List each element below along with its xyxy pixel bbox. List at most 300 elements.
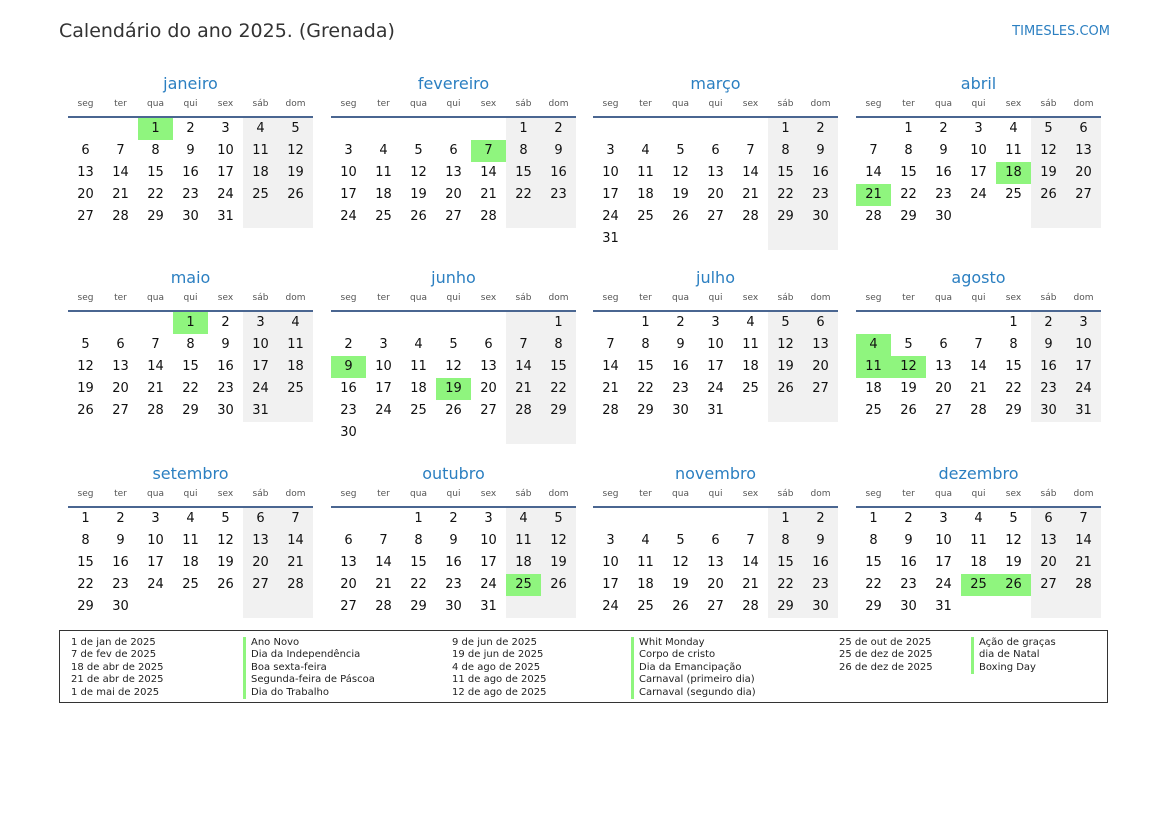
day-cell: 7	[746, 143, 755, 158]
day-cell: 5	[768, 312, 803, 334]
weekday-label: seg	[602, 293, 619, 303]
day-cell: 19	[77, 381, 94, 396]
day-cell: 11	[278, 334, 313, 356]
empty-cell	[366, 422, 401, 444]
empty-cell	[541, 422, 576, 444]
weekday-label: qua	[935, 99, 952, 109]
day-cell: 10	[707, 337, 724, 352]
day-cell: 5	[904, 337, 913, 352]
weekday-label: sáb	[515, 293, 532, 303]
day-cell: 14	[147, 359, 164, 374]
legend-dates	[452, 637, 546, 699]
empty-cell	[733, 118, 768, 140]
weekday-label: qua	[410, 489, 427, 499]
day-cell: 29	[182, 403, 199, 418]
day-cell: 5	[221, 511, 230, 526]
day-cell: 14	[865, 165, 882, 180]
holiday-legend	[59, 630, 1108, 703]
empty-cell	[436, 422, 471, 444]
empty-cell	[1066, 206, 1101, 228]
day-cell: 24	[243, 378, 278, 400]
empty-cell	[698, 508, 733, 530]
day-cell: 25	[243, 184, 278, 206]
weekday-label: qua	[935, 489, 952, 499]
legend-date: 19 de jun de 2025	[452, 649, 544, 661]
day-cell: 19	[436, 378, 471, 400]
day-cell: 20	[935, 381, 952, 396]
weekday-label: sáb	[515, 489, 532, 499]
empty-cell	[593, 312, 628, 334]
empty-cell	[768, 228, 803, 250]
day-cell: 9	[116, 533, 125, 548]
legend-date: 7 de fev de 2025	[71, 649, 157, 661]
weekday-label: qui	[708, 489, 723, 499]
day-cell: 25	[961, 574, 996, 596]
day-cell: 25	[865, 403, 882, 418]
day-cell: 10	[970, 143, 987, 158]
weekday-label: seg	[865, 293, 882, 303]
day-cell: 18	[637, 187, 654, 202]
day-cell: 9	[1031, 334, 1066, 356]
empty-cell	[803, 400, 838, 422]
day-cell: 18	[996, 162, 1031, 184]
day-cell: 17	[243, 356, 278, 378]
day-cell: 1	[414, 511, 423, 526]
day-cell: 6	[116, 337, 125, 352]
weekday-label: sáb	[252, 99, 269, 109]
weekday-label: dom	[810, 293, 831, 303]
day-cell: 24	[147, 577, 164, 592]
day-cell: 24	[602, 599, 619, 614]
day-cell: 12	[445, 359, 462, 374]
legend-holiday-name: Whit Monday	[631, 637, 756, 649]
day-cell: 9	[221, 337, 230, 352]
month-dezembro	[856, 462, 1101, 618]
day-cell: 11	[637, 555, 654, 570]
day-cell: 16	[672, 359, 689, 374]
day-cell: 18	[970, 555, 987, 570]
day-cell: 25	[410, 403, 427, 418]
weekday-label: qua	[147, 293, 164, 303]
empty-cell	[68, 312, 103, 334]
day-cell: 15	[147, 165, 164, 180]
day-cell: 29	[541, 400, 576, 422]
weekday-label: sáb	[777, 99, 794, 109]
day-grid	[856, 312, 1101, 422]
day-cell: 7	[151, 337, 160, 352]
month-name: janeiro	[163, 74, 218, 93]
day-grid	[68, 118, 313, 228]
weekday-label: qui	[183, 489, 198, 499]
empty-cell	[541, 596, 576, 618]
day-cell: 13	[803, 334, 838, 356]
weekday-label: sex	[217, 293, 234, 303]
empty-cell	[961, 312, 996, 334]
empty-cell	[278, 400, 313, 422]
weekday-label: ter	[377, 293, 390, 303]
day-cell: 30	[900, 599, 917, 614]
day-cell: 1	[541, 312, 576, 334]
day-cell: 21	[742, 187, 759, 202]
weekday-label: ter	[639, 99, 652, 109]
day-cell: 23	[182, 187, 199, 202]
day-cell: 6	[803, 312, 838, 334]
empty-cell	[103, 312, 138, 334]
day-cell: 30	[672, 403, 689, 418]
day-cell: 8	[541, 334, 576, 356]
day-cell: 6	[711, 533, 720, 548]
weekday-label: seg	[340, 293, 357, 303]
day-cell: 27	[803, 378, 838, 400]
day-cell: 27	[707, 599, 724, 614]
day-cell: 20	[1066, 162, 1101, 184]
day-cell: 8	[641, 337, 650, 352]
day-cell: 2	[186, 121, 195, 136]
empty-cell	[628, 508, 663, 530]
day-cell: 2	[344, 337, 353, 352]
weekday-label: sex	[217, 489, 234, 499]
legend-date: 25 de out de 2025	[839, 637, 932, 648]
weekday-label: qui	[446, 489, 461, 499]
day-cell: 3	[711, 315, 720, 330]
day-cell: 22	[541, 378, 576, 400]
legend-holiday-name: Dia da Independência	[243, 649, 375, 661]
day-cell: 5	[1009, 511, 1018, 526]
day-cell: 24	[375, 403, 392, 418]
day-cell: 22	[506, 184, 541, 206]
day-cell: 22	[77, 577, 94, 592]
day-cell: 21	[480, 187, 497, 202]
day-cell: 4	[243, 118, 278, 140]
day-cell: 26	[768, 378, 803, 400]
day-cell: 4	[641, 143, 650, 158]
day-cell: 10	[480, 533, 497, 548]
weekday-label: sex	[742, 293, 759, 303]
empty-cell	[471, 422, 506, 444]
day-cell: 4	[974, 511, 983, 526]
weekday-label: dom	[285, 489, 306, 499]
day-cell: 12	[278, 140, 313, 162]
day-cell: 12	[768, 334, 803, 356]
empty-cell	[593, 118, 628, 140]
day-cell: 6	[711, 143, 720, 158]
day-cell: 26	[445, 403, 462, 418]
day-cell: 29	[410, 599, 427, 614]
empty-cell	[663, 118, 698, 140]
day-cell: 4	[278, 312, 313, 334]
legend-holiday-name: Carnaval (segundo dia)	[631, 687, 756, 699]
empty-cell	[926, 312, 961, 334]
weekday-label: sáb	[252, 293, 269, 303]
day-cell: 16	[217, 359, 234, 374]
day-cell: 7	[974, 337, 983, 352]
day-cell: 25	[742, 381, 759, 396]
empty-cell	[541, 206, 576, 228]
empty-cell	[506, 596, 541, 618]
day-cell: 7	[746, 533, 755, 548]
day-cell: 2	[904, 511, 913, 526]
weekday-label: dom	[810, 99, 831, 109]
month-name: setembro	[152, 464, 229, 483]
day-cell: 6	[344, 533, 353, 548]
legend-date: 1 de mai de 2025	[71, 686, 160, 698]
day-cell: 10	[243, 334, 278, 356]
day-cell: 16	[1031, 356, 1066, 378]
day-cell: 28	[742, 209, 759, 224]
day-grid	[68, 312, 313, 422]
empty-cell	[471, 118, 506, 140]
legend-date: 11 de ago de 2025	[452, 674, 547, 686]
day-cell: 7	[506, 334, 541, 356]
month-março	[593, 72, 838, 250]
day-cell: 16	[803, 552, 838, 574]
day-cell: 11	[637, 165, 654, 180]
site-link[interactable]: TIMESLES.COM	[1012, 24, 1110, 39]
weekday-label: qua	[672, 293, 689, 303]
empty-cell	[996, 206, 1031, 228]
month-julho	[593, 266, 838, 422]
day-cell: 13	[340, 555, 357, 570]
weekday-header	[331, 488, 576, 508]
day-cell: 25	[637, 599, 654, 614]
day-cell: 30	[182, 209, 199, 224]
month-fevereiro	[331, 72, 576, 228]
day-cell: 6	[81, 143, 90, 158]
empty-cell	[733, 508, 768, 530]
weekday-label: qui	[183, 293, 198, 303]
day-cell: 18	[182, 555, 199, 570]
day-cell: 25	[375, 209, 392, 224]
weekday-label: dom	[810, 489, 831, 499]
day-cell: 21	[278, 552, 313, 574]
weekday-label: dom	[548, 99, 569, 109]
day-cell: 28	[375, 599, 392, 614]
empty-cell	[663, 508, 698, 530]
day-cell: 12	[891, 356, 926, 378]
day-cell: 1	[173, 312, 208, 334]
day-cell: 21	[742, 577, 759, 592]
weekday-label: sáb	[252, 489, 269, 499]
weekday-header	[68, 292, 313, 312]
day-cell: 27	[77, 209, 94, 224]
weekday-label: qui	[708, 293, 723, 303]
day-cell: 30	[803, 596, 838, 618]
day-cell: 26	[217, 577, 234, 592]
day-cell: 1	[506, 118, 541, 140]
empty-cell	[1031, 596, 1066, 618]
empty-cell	[856, 118, 891, 140]
day-cell: 3	[974, 121, 983, 136]
empty-cell	[698, 118, 733, 140]
day-cell: 2	[541, 118, 576, 140]
day-cell: 16	[803, 162, 838, 184]
day-cell: 20	[803, 356, 838, 378]
day-cell: 2	[1031, 312, 1066, 334]
day-cell: 29	[865, 599, 882, 614]
day-cell: 11	[970, 533, 987, 548]
day-cell: 1	[1009, 315, 1018, 330]
weekday-header	[856, 292, 1101, 312]
weekday-label: sex	[1005, 293, 1022, 303]
day-cell: 5	[676, 533, 685, 548]
empty-cell	[331, 312, 366, 334]
day-cell: 14	[112, 165, 129, 180]
weekday-label: ter	[902, 489, 915, 499]
day-cell: 19	[900, 381, 917, 396]
day-cell: 28	[278, 574, 313, 596]
weekday-label: seg	[77, 293, 94, 303]
month-outubro	[331, 462, 576, 618]
day-cell: 12	[541, 530, 576, 552]
weekday-label: sáb	[1040, 99, 1057, 109]
day-cell: 29	[1005, 403, 1022, 418]
weekday-header	[856, 98, 1101, 118]
day-cell: 8	[869, 533, 878, 548]
day-grid	[331, 312, 576, 444]
weekday-label: ter	[902, 293, 915, 303]
day-cell: 21	[112, 187, 129, 202]
day-cell: 28	[970, 403, 987, 418]
day-cell: 26	[1031, 184, 1066, 206]
day-cell: 14	[375, 555, 392, 570]
day-cell: 15	[1005, 359, 1022, 374]
day-cell: 1	[641, 315, 650, 330]
day-cell: 1	[768, 508, 803, 530]
day-cell: 17	[147, 555, 164, 570]
day-cell: 24	[480, 577, 497, 592]
month-novembro	[593, 462, 838, 618]
day-cell: 21	[602, 381, 619, 396]
weekday-label: sáb	[515, 99, 532, 109]
day-cell: 13	[707, 165, 724, 180]
empty-cell	[733, 400, 768, 422]
empty-cell	[628, 118, 663, 140]
day-cell: 13	[112, 359, 129, 374]
day-cell: 14	[742, 555, 759, 570]
empty-cell	[856, 312, 891, 334]
weekday-label: dom	[285, 293, 306, 303]
day-cell: 22	[637, 381, 654, 396]
day-cell: 27	[243, 574, 278, 596]
day-cell: 20	[112, 381, 129, 396]
day-cell: 23	[541, 184, 576, 206]
day-grid	[331, 118, 576, 228]
day-cell: 27	[340, 599, 357, 614]
day-cell: 14	[480, 165, 497, 180]
day-cell: 19	[768, 356, 803, 378]
day-cell: 8	[186, 337, 195, 352]
weekday-label: ter	[114, 489, 127, 499]
legend-dates	[71, 637, 163, 699]
weekday-label: seg	[77, 99, 94, 109]
empty-cell	[366, 508, 401, 530]
day-cell: 28	[742, 599, 759, 614]
legend-holiday-name: Dia da Emancipação	[631, 662, 756, 674]
weekday-label: dom	[285, 99, 306, 109]
day-cell: 18	[410, 381, 427, 396]
day-cell: 30	[445, 599, 462, 614]
empty-cell	[698, 228, 733, 250]
day-cell: 2	[939, 121, 948, 136]
weekday-header	[68, 488, 313, 508]
day-cell: 15	[900, 165, 917, 180]
weekday-label: qua	[672, 99, 689, 109]
day-cell: 10	[147, 533, 164, 548]
weekday-header	[593, 488, 838, 508]
day-cell: 4	[414, 337, 423, 352]
weekday-header	[593, 292, 838, 312]
day-cell: 6	[484, 337, 493, 352]
day-grid	[68, 508, 313, 618]
day-cell: 14	[602, 359, 619, 374]
day-cell: 27	[1066, 184, 1101, 206]
day-cell: 8	[768, 140, 803, 162]
day-cell: 4	[1009, 121, 1018, 136]
day-cell: 30	[217, 403, 234, 418]
empty-cell	[506, 312, 541, 334]
day-cell: 24	[935, 577, 952, 592]
legend-holiday-name: Ação de graças	[971, 637, 1056, 649]
day-cell: 22	[768, 184, 803, 206]
day-cell: 25	[182, 577, 199, 592]
legend-names	[631, 637, 756, 699]
day-cell: 30	[1031, 400, 1066, 422]
day-cell: 17	[217, 165, 234, 180]
day-cell: 21	[506, 378, 541, 400]
empty-cell	[366, 118, 401, 140]
weekday-label: seg	[602, 489, 619, 499]
legend-holiday-name: dia de Natal	[971, 649, 1056, 661]
day-cell: 15	[77, 555, 94, 570]
day-cell: 17	[935, 555, 952, 570]
day-cell: 9	[331, 356, 366, 378]
weekday-label: sáb	[1040, 293, 1057, 303]
empty-cell	[961, 206, 996, 228]
day-cell: 25	[506, 574, 541, 596]
day-cell: 26	[996, 574, 1031, 596]
day-cell: 3	[1066, 312, 1101, 334]
month-setembro	[68, 462, 313, 618]
weekday-label: sex	[742, 489, 759, 499]
day-cell: 2	[449, 511, 458, 526]
day-cell: 11	[856, 356, 891, 378]
empty-cell	[506, 422, 541, 444]
day-cell: 30	[803, 206, 838, 228]
weekday-label: dom	[1073, 489, 1094, 499]
month-name: agosto	[951, 268, 1006, 287]
day-cell: 3	[606, 533, 615, 548]
day-cell: 9	[803, 530, 838, 552]
day-cell: 11	[182, 533, 199, 548]
day-cell: 6	[1066, 118, 1101, 140]
day-cell: 15	[410, 555, 427, 570]
empty-cell	[173, 596, 208, 618]
day-cell: 19	[672, 187, 689, 202]
weekday-label: sáb	[777, 489, 794, 499]
day-cell: 1	[138, 118, 173, 140]
legend-date: 18 de abr de 2025	[71, 661, 164, 673]
day-cell: 20	[480, 381, 497, 396]
day-cell: 16	[935, 165, 952, 180]
day-cell: 15	[768, 552, 803, 574]
legend-holiday-name: Boxing Day	[971, 662, 1056, 674]
day-cell: 23	[340, 403, 357, 418]
day-cell: 16	[541, 162, 576, 184]
day-cell: 20	[707, 187, 724, 202]
empty-cell	[1066, 596, 1101, 618]
day-cell: 15	[768, 162, 803, 184]
day-cell: 10	[935, 533, 952, 548]
